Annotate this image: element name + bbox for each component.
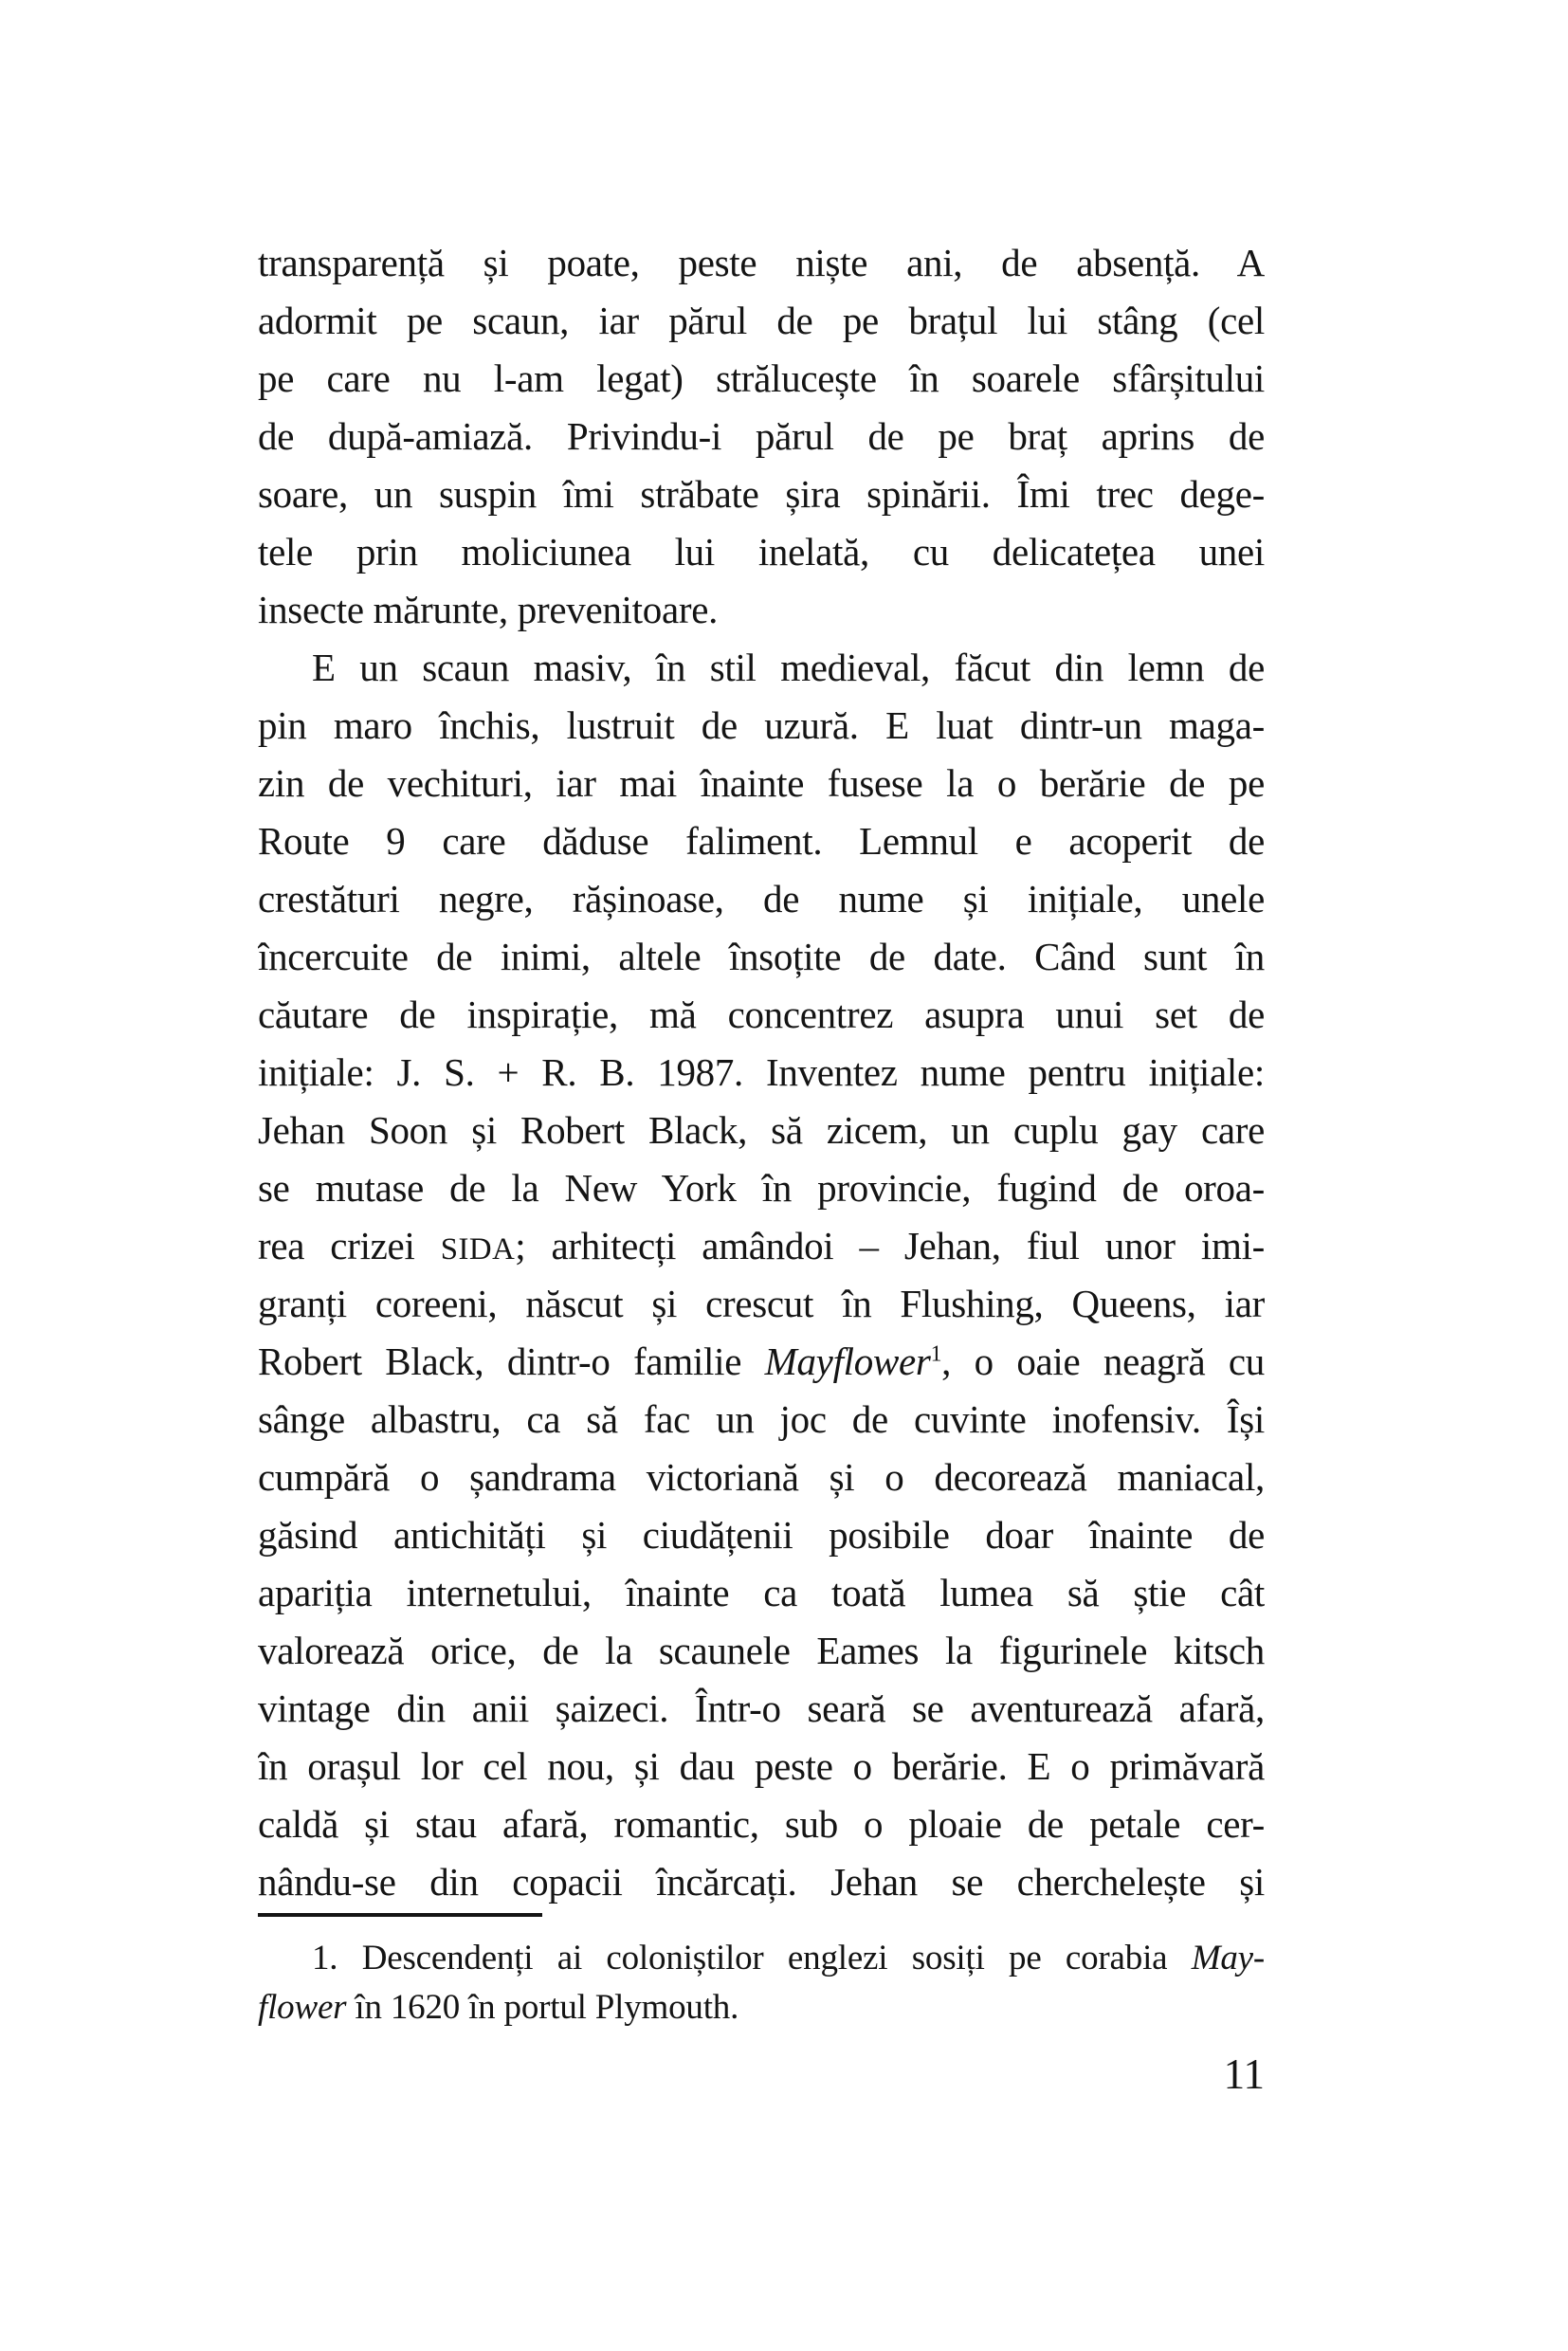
text-line: [258, 1333, 1265, 1391]
text-segment: 1. Descendenți ai coloniștilor englezi sosiți pe corabia: [312, 1939, 1192, 1977]
text-line: [258, 1622, 1265, 1680]
text-segment: de după-amiază. Privindu-i părul de pe braț aprins de: [258, 414, 1265, 458]
text-line: [258, 1853, 1265, 1911]
text-segment: apariția internetului, înainte ca toată lumea să știe cât: [258, 1571, 1265, 1614]
text-line: [258, 1391, 1265, 1449]
text-segment: căutare de inspirație, mă concentrez asupra unui set de: [258, 993, 1265, 1036]
footnote: [258, 1934, 1265, 2032]
page-number: 11: [1223, 2050, 1265, 2098]
text-line: [258, 234, 1265, 292]
text-segment: pe care nu l-am legat) strălucește în soarele sfârșitului: [258, 356, 1265, 400]
text-line: [258, 986, 1265, 1044]
text-segment: în 1620 în portul Plymouth.: [346, 1988, 739, 2027]
text-line: [258, 1217, 1265, 1275]
text-line: [258, 639, 1265, 697]
text-segment: adormit pe scaun, iar părul de pe brațul lui stâng (cel: [258, 299, 1265, 342]
text-segment: rea crizei: [258, 1224, 441, 1267]
text-segment: soare, un suspin îmi străbate șira spinării. Îmi trec dege-: [258, 472, 1265, 516]
text-segment: pin maro închis, lustruit de uzură. E luat dintr-un maga-: [258, 703, 1265, 747]
text-line: [258, 928, 1265, 986]
text-segment: încercuite de inimi, altele însoțite de date. Când sunt în: [258, 935, 1265, 978]
text-segment: caldă și stau afară, romantic, sub o ploaie de petale cer-: [258, 1802, 1265, 1846]
text-segment: transparență și poate, peste niște ani, de absență. A: [258, 241, 1265, 284]
text-segment: găsind antichități și ciudățenii posibile doar înainte de: [258, 1513, 1265, 1557]
text-line: [258, 1934, 1265, 1983]
text-segment: Jehan Soon și Robert Black, să zicem, un cuplu gay care: [258, 1108, 1265, 1152]
text-segment: în orașul lor cel nou, și dau peste o berărie. E o primăvară: [258, 1744, 1265, 1788]
text-segment-smallcaps: SIDA: [440, 1232, 516, 1267]
text-segment: crestături negre, rășinoase, de nume și inițiale, unele: [258, 877, 1265, 920]
text-segment: valorează orice, de la scaunele Eames la figurinele kitsch: [258, 1629, 1265, 1672]
text-segment: Route 9 care dăduse faliment. Lemnul e acoperit de: [258, 819, 1265, 863]
text-line: [258, 755, 1265, 812]
text-line: [258, 870, 1265, 928]
text-segment: insecte mărunte, prevenitoare.: [258, 588, 719, 631]
text-segment: , o oaie neagră cu: [941, 1340, 1265, 1383]
text-segment: zin de vechituri, iar mai înainte fusese la o berărie de pe: [258, 761, 1265, 805]
text-segment-italic: Mayflower: [764, 1340, 931, 1383]
text-segment: ; arhitecți amândoi – Jehan, fiul unor imi-: [515, 1224, 1265, 1267]
text-segment: sânge albastru, ca să fac un joc de cuvinte inofensiv. Își: [258, 1397, 1265, 1441]
text-segment-italic: flower: [258, 1988, 347, 2027]
text-segment: vintage din anii șaizeci. Într-o seară se aventurează afară,: [258, 1686, 1265, 1730]
text-segment: se mutase de la New York în provincie, fugind de oroa-: [258, 1166, 1265, 1210]
text-line: [258, 581, 1265, 639]
text-line: [258, 1159, 1265, 1217]
text-line: [258, 1449, 1265, 1506]
text-line: [258, 1680, 1265, 1738]
text-segment-sup: 1: [930, 1341, 942, 1367]
text-line: [258, 1564, 1265, 1622]
text-line: [258, 1795, 1265, 1853]
text-line: [258, 1102, 1265, 1159]
text-line: [258, 1275, 1265, 1333]
text-segment: inițiale: J. S. + R. B. 1987. Inventez nume pentru inițiale:: [258, 1050, 1265, 1094]
text-line: [258, 523, 1265, 581]
text-line: [258, 1044, 1265, 1102]
text-line: [258, 408, 1265, 465]
footnote-rule: [258, 1913, 542, 1917]
text-segment: cumpără o șandrama victoriană și o decorează maniacal,: [258, 1455, 1265, 1499]
text-line: [258, 1983, 1265, 2032]
text-segment: tele prin moliciunea lui inelată, cu delicatețea unei: [258, 530, 1265, 574]
text-line: [258, 812, 1265, 870]
text-segment: Robert Black, dintr-o familie: [258, 1340, 765, 1383]
text-line: [258, 465, 1265, 523]
text-segment: granți coreeni, născut și crescut în Flushing, Queens, iar: [258, 1282, 1265, 1325]
text-line: [258, 697, 1265, 755]
body-text: [258, 234, 1265, 1911]
text-line: [258, 292, 1265, 350]
text-segment: E un scaun masiv, în stil medieval, făcut din lemn de: [312, 646, 1265, 689]
text-segment: nându-se din copacii încărcați. Jehan se cherchelește și: [258, 1860, 1265, 1904]
text-line: [258, 350, 1265, 408]
text-segment-italic: May-: [1191, 1939, 1265, 1977]
text-line: [258, 1738, 1265, 1795]
text-line: [258, 1506, 1265, 1564]
